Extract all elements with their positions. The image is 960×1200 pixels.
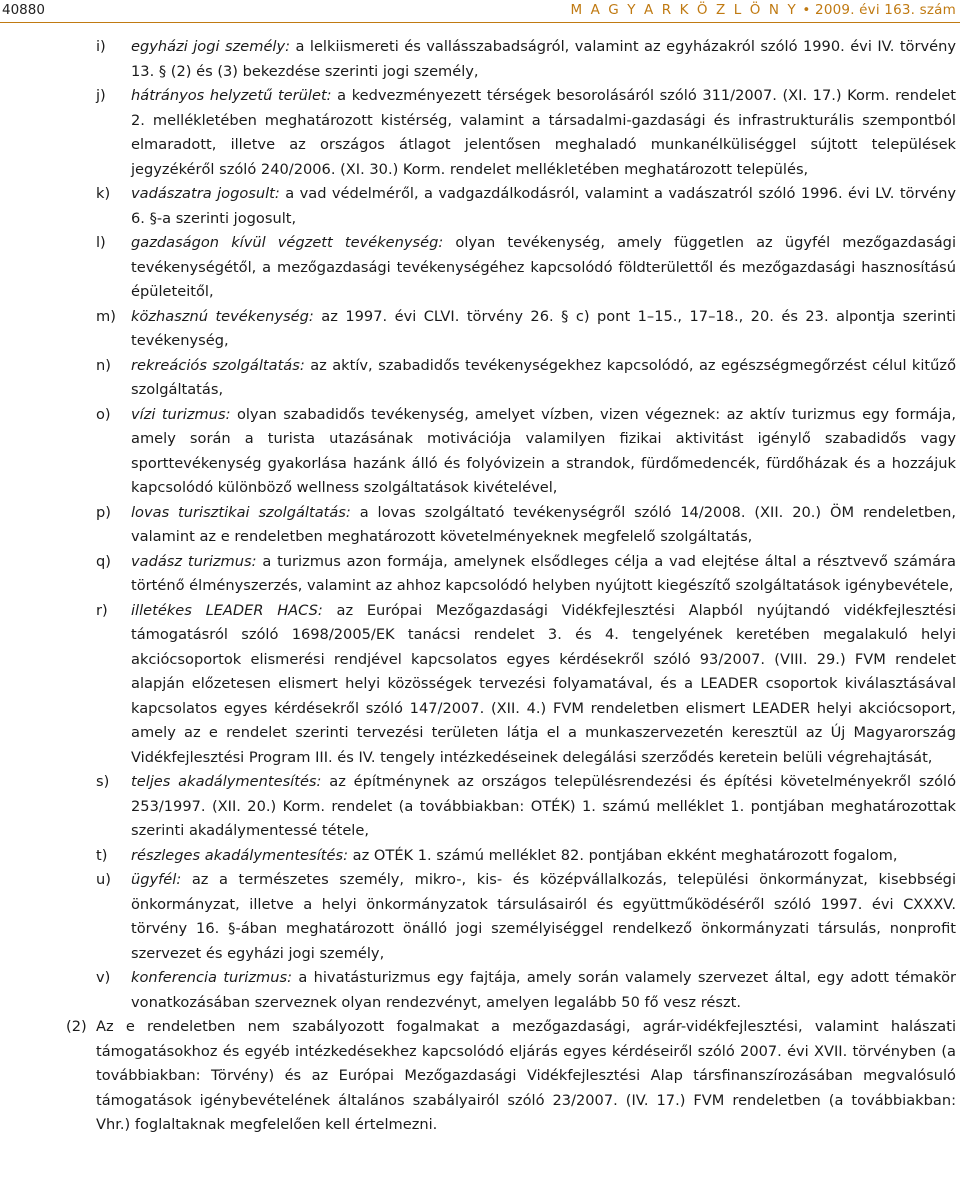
page-header <box>0 0 960 26</box>
header-rule <box>0 22 960 23</box>
definition-term: gazdaságon kívül végzett tevékenység: <box>131 234 444 251</box>
definition-text: a lelkiismereti és vallásszabadságról, valamint az egyházakról szóló 1990. évi IV. törvény 13. § (2) és (3) bekezdése szerinti jogi személy, <box>131 38 956 80</box>
definition-term: illetékes LEADER HACS: <box>131 601 323 619</box>
definition-letter: m) <box>96 307 116 325</box>
definition-text: olyan szabadidős tevékenység, amelyet vízben, vizen végeznek: az aktív turizmus egy formája, amely során a turista utazásának motivációja valamilyen fizikai aktivitást igénylő szabadidős vagy sporttevékenység gyakorlása hazánk álló és folyóvizein a strandok, fürdőmedencék, fürdőházak és a hozzájuk kapcsolódó különböző wellness szolgáltatások kivételével, <box>131 405 956 496</box>
definition-text: az 1997. évi CLVI. törvény 26. § c) pont 1–15., 17–18., 20. és 23. alpontja szerinti tevékenység, <box>131 307 956 349</box>
definition-term: hátrányos helyzetű terület: <box>131 87 332 104</box>
definition-text: a lovas szolgáltató tevékenységről szóló 14/2008. (XII. 20.) ÖM rendeletben, valamint az e rendeletben meghatározott követelményeknek megfelelő szolgáltatás, <box>131 503 956 545</box>
definition-term: vadászatra jogosult: <box>131 185 280 202</box>
paragraph-number: (2) <box>66 1018 87 1035</box>
definition-text: az Európai Mezőgazdasági Vidékfejlesztési Alapból nyújtandó vidékfejlesztési támogatásról szóló 1698/2005/EK tanácsi rendelet 3. és 4. tengelyének keretében megalakuló helyi akciócsoportok elismerési rendjével kapcsolatos egyes kérdésekről szóló 93/2007. (VIII. 29.) FVM rendelet alapján előzetesen elismert helyi közösségek tervezési folyamatával, és a LEADER csoportok kiválasztásával kapcsolatos egyes kérdésekről szóló 147/2007. (XII. 4.) FVM rendeletben elismert LEADER helyi akciócsoport, amely az e rendelet szerinti tervezési területen látja el a munkaszervezetén keresztül az Új Magyarország Vidékfejlesztési Program III. és IV. tengely intézkedéseinek delegálási szerződés keretein belüli végrehajtását, <box>131 601 956 766</box>
document-body <box>0 35 960 1138</box>
definition-item <box>0 599 960 771</box>
page-number: 40880 <box>2 2 45 18</box>
definition-item <box>0 844 960 869</box>
definition-item <box>0 868 960 966</box>
definition-letter: s) <box>96 773 110 790</box>
definition-item <box>0 403 960 501</box>
definition-text: a hivatásturizmus egy fajtája, amely során valamely szervezet által, egy adott témakör vonatkozásában szerveznek olyan rendezvényt, amelyen legalább 50 fő vesz részt. <box>131 969 956 1011</box>
definition-term: ügyfél: <box>131 871 182 888</box>
definition-term: konferencia turizmus: <box>131 969 293 986</box>
definition-term: lovas turisztikai szolgáltatás: <box>131 503 351 521</box>
definition-letter: u) <box>96 871 111 888</box>
definition-term: egyházi jogi személy: <box>131 38 291 55</box>
definition-letter: r) <box>96 601 108 619</box>
definition-text: olyan tevékenység, amely független az ügyfél mezőgazdasági tevékenységétől, a mezőgazdasági tevékenységéhez kapcsolódó földterülettől és mezőgazdasági hasznosítású épületeitől, <box>131 234 957 300</box>
paragraph-2 <box>0 1015 960 1138</box>
definition-letter: l) <box>96 234 106 251</box>
definition-letter: v) <box>96 969 111 986</box>
definition-letter: o) <box>96 405 111 423</box>
definition-term: vadász turizmus: <box>131 552 257 570</box>
definition-item <box>0 966 960 1015</box>
definition-list <box>0 35 960 1015</box>
paragraph-text: Az e rendeletben nem szabályozott fogalmakat a mezőgazdasági, agrár-vidékfejlesztési, valamint halászati támogatásokhoz és egyéb intézkedésekhez kapcsolódó eljárás egyes kérdéseiről szóló 2007. évi XVII. törvényben (a továbbiakban: Törvény) és az Európai Mezőgazdasági Vidékfejlesztési Alap társfinanszírozásában megvalósuló támogatások igénybevételének általános szabályairól szóló 23/2007. (IV. 17.) FVM rendeletben (a továbbiakban: Vhr.) foglaltaknak megfelelően kell értelmezni. <box>96 1018 956 1133</box>
definition-text: a kedvezményezett térségek besorolásáról szóló 311/2007. (XI. 17.) Korm. rendelet 2. mellékletében meghatározott kistérség, valamint a társadalmi-gazdasági és infrastrukturális szempontból elmaradott, illetve az országos átlagot jelentősen meghaladó munkanélküliséggel sújtott települések jegyzékéről szóló 240/2006. (XI. 30.) Korm. rendelet mellékletében meghatározott település, <box>131 87 956 178</box>
definition-text: az aktív, szabadidős tevékenységekhez kapcsolódó, az egészségmegőrzést célul kitűző szolgáltatás, <box>131 356 956 398</box>
definition-item <box>0 354 960 403</box>
definition-term: közhasznú tevékenység: <box>131 307 314 325</box>
journal-header <box>570 2 956 18</box>
header-separator: • <box>802 2 811 18</box>
definition-text: a vad védelméről, a vadgazdálkodásról, valamint a vadászatról szóló 1996. évi LV. törvény 6. §-a szerinti jogosult, <box>131 185 956 227</box>
definition-letter: p) <box>96 503 111 521</box>
definition-item <box>0 182 960 231</box>
definition-text: az OTÉK 1. számú melléklet 82. pontjában ekként meghatározott fogalom, <box>348 846 898 864</box>
definition-letter: t) <box>96 846 108 864</box>
definition-term: vízi turizmus: <box>131 405 231 423</box>
definition-item <box>0 501 960 550</box>
definition-item <box>0 231 960 305</box>
definition-letter: i) <box>96 38 106 55</box>
definition-item <box>0 84 960 182</box>
definition-item <box>0 305 960 354</box>
definition-item <box>0 35 960 84</box>
definition-text: a turizmus azon formája, amelynek elsődleges célja a vad elejtése által a résztvevő számára történő élményszerzés, valamint az ahhoz kapcsolódó helyben nyújtott kiegészítő szolgáltatások igénybevétele, <box>131 552 956 594</box>
definition-letter: q) <box>96 552 111 570</box>
definition-item <box>0 770 960 844</box>
issue-label: 2009. évi 163. szám <box>815 2 956 18</box>
definition-item <box>0 550 960 599</box>
definition-term: részleges akadálymentesítés: <box>131 846 349 864</box>
definition-term: rekreációs szolgáltatás: <box>131 356 305 374</box>
definition-text: az a természetes személy, mikro-, kis- és középvállalkozás, települési önkormányzat, kisebbségi önkormányzat, illetve a helyi önkormányzatok társulásairól és együttműködéséről szóló 1997. évi CXXXV. törvény 16. §-ában meghatározott önálló jogi személyiséggel rendelkező önkormányzati társulás, nonprofit szervezet és egyházi jogi személy, <box>131 871 956 962</box>
definition-letter: j) <box>96 87 106 104</box>
journal-title: M A G Y A R K Ö Z L Ö N Y <box>570 2 798 18</box>
definition-term: teljes akadálymentesítés: <box>131 773 322 790</box>
definition-letter: n) <box>96 356 111 374</box>
definition-text: az építménynek az országos településrendezési és építési követelményekről szóló 253/1997. (XII. 20.) Korm. rendelet (a továbbiakban: OTÉK) 1. számú melléklet 1. pontjában meghatározottak szerinti akadálymentessé tétele, <box>131 773 956 839</box>
definition-letter: k) <box>96 185 111 202</box>
